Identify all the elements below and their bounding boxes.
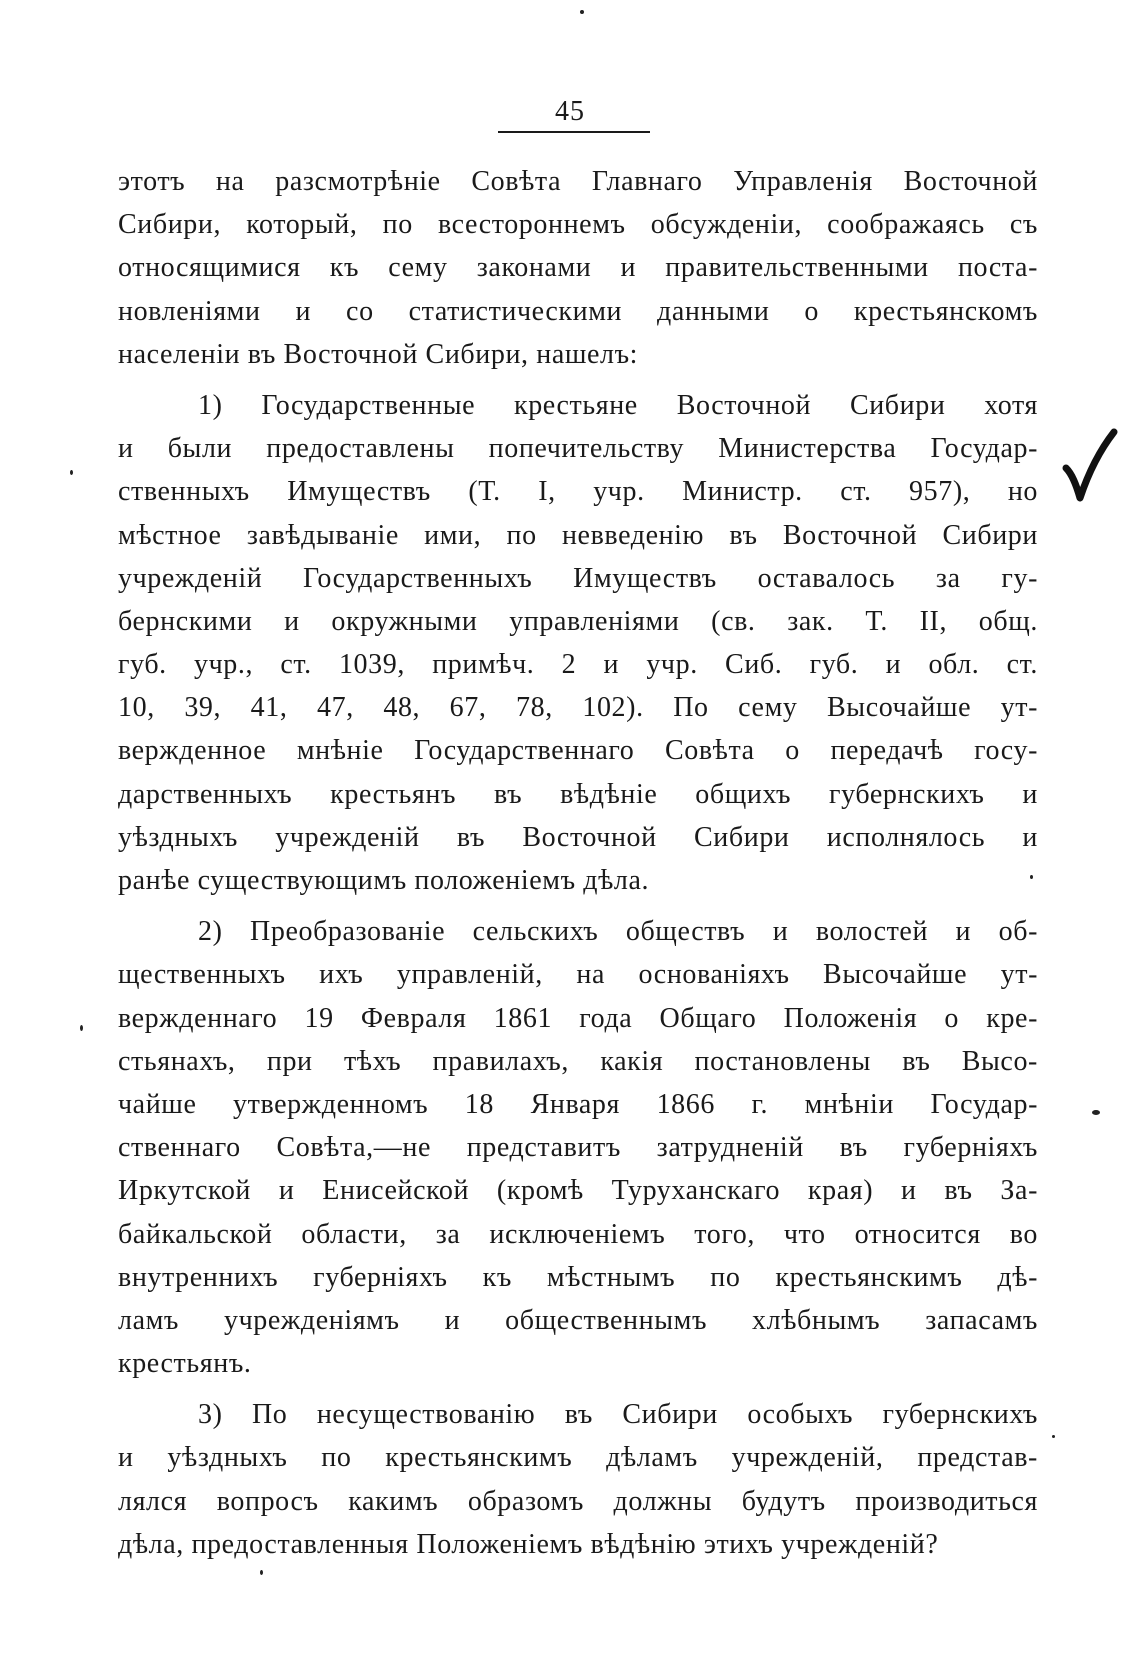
scan-speck — [80, 1025, 83, 1031]
scan-speck — [260, 1570, 263, 1575]
paragraph-gap — [118, 376, 1038, 384]
text-line: этотъ на разсмотрѣніе Совѣта Главнаго Управленія Восточной — [118, 166, 1038, 197]
text-line: Сибири, который, по всестороннемъ обсужденіи, соображаясь съ — [118, 209, 1038, 241]
text-line: и были предоставлены попечительству Министерства Государ- — [118, 433, 1038, 465]
scan-speck — [1030, 875, 1033, 879]
paragraph-1 — [118, 384, 1038, 902]
text-line: чайше утвержденномъ 18 Января 1866 г. мнѣніи Государ- — [118, 1088, 1038, 1120]
scan-speck — [70, 470, 73, 475]
text-line: внутреннихъ губерніяхъ къ мѣстнымъ по крестьянскимъ дѣ- — [118, 1261, 1038, 1293]
text-line: бернскими и окружными управленіями (св. зак. Т. II, общ. — [118, 605, 1038, 637]
text-line: новленіями и со статистическими данными о крестьянскомъ — [118, 295, 1038, 327]
text-line: мѣстное завѣдываніе ими, по невведенію въ Восточной Сибири — [118, 519, 1038, 551]
text-line: населеніи въ Восточной Сибири, нашелъ: — [118, 338, 639, 370]
text-line: байкальской области, за исключеніемъ того, что относится во — [118, 1218, 1038, 1250]
text-line: ственныхъ Имуществъ (Т. I, учр. Министр. ст. 957), но — [118, 476, 1038, 508]
text-line: вержденнаго 19 Февраля 1861 года Общаго Положенія о кре- — [118, 1002, 1038, 1034]
text-line: стьянахъ, при тѣхъ правилахъ, какія постановлены въ Высо- — [118, 1045, 1038, 1077]
text-line: ственнаго Совѣта,—не представитъ затрудненій въ губерніяхъ — [118, 1132, 1038, 1164]
text-line: лялся вопросъ какимъ образомъ должны будутъ производиться — [118, 1485, 1038, 1517]
text-line: и уѣздныхъ по крестьянскимъ дѣламъ учрежденій, представ- — [118, 1442, 1038, 1474]
scan-speck — [1092, 1110, 1100, 1115]
text-line: относящимися къ сему законами и правительственными поста- — [118, 252, 1038, 284]
check-mark-icon — [1060, 428, 1120, 508]
text-line: дѣла, предоставленныя Положеніемъ вѣдѣнію этихъ учрежденій? — [118, 1528, 939, 1560]
text-line: дарственныхъ крестьянъ въ вѣдѣніе общихъ губернскихъ и — [118, 778, 1038, 810]
text-line: ламъ учрежденіямъ и общественнымъ хлѣбнымъ запасамъ — [118, 1304, 1038, 1336]
text-line: 2) Преобразованіе сельскихъ обществъ и волостей и об- — [198, 916, 1038, 948]
scan-speck — [580, 10, 584, 14]
paragraph-2 — [118, 910, 1038, 1385]
opening-paragraph — [118, 160, 1038, 376]
paragraph-gap — [118, 1385, 1038, 1393]
body-text — [118, 160, 1038, 1566]
text-line: губ. учр., ст. 1039, примѣч. 2 и учр. Сиб. губ. и обл. ст. — [118, 649, 1038, 681]
text-line: крестьянъ. — [118, 1348, 252, 1380]
text-line: 10, 39, 41, 47, 48, 67, 78, 102). По сему Высочайше ут- — [118, 692, 1038, 724]
text-line: 1) Государственные крестьяне Восточной Сибири хотя — [198, 389, 1038, 421]
paragraph-3 — [118, 1393, 1038, 1566]
page-number: 45 — [555, 96, 585, 127]
text-line: щественныхъ ихъ управленій, на основаніяхъ Высочайше ут- — [118, 959, 1038, 991]
page-number-rule — [498, 131, 650, 133]
text-line: ранѣе существующимъ положеніемъ дѣла. — [118, 865, 650, 896]
text-line: Иркутской и Енисейской (кромѣ Туруханскаго края) и въ За- — [118, 1175, 1038, 1207]
text-line: учрежденій Государственныхъ Имуществъ оставалось за гу- — [118, 562, 1038, 594]
text-line: 3) По несуществованію въ Сибири особыхъ губернскихъ — [198, 1399, 1038, 1431]
paragraph-gap — [118, 902, 1038, 910]
text-line: уѣздныхъ учрежденій въ Восточной Сибири исполнялось и — [118, 821, 1038, 853]
text-line: вержденное мнѣніе Государственнаго Совѣта о передачѣ госу- — [118, 735, 1038, 767]
scan-speck — [1052, 1435, 1055, 1438]
